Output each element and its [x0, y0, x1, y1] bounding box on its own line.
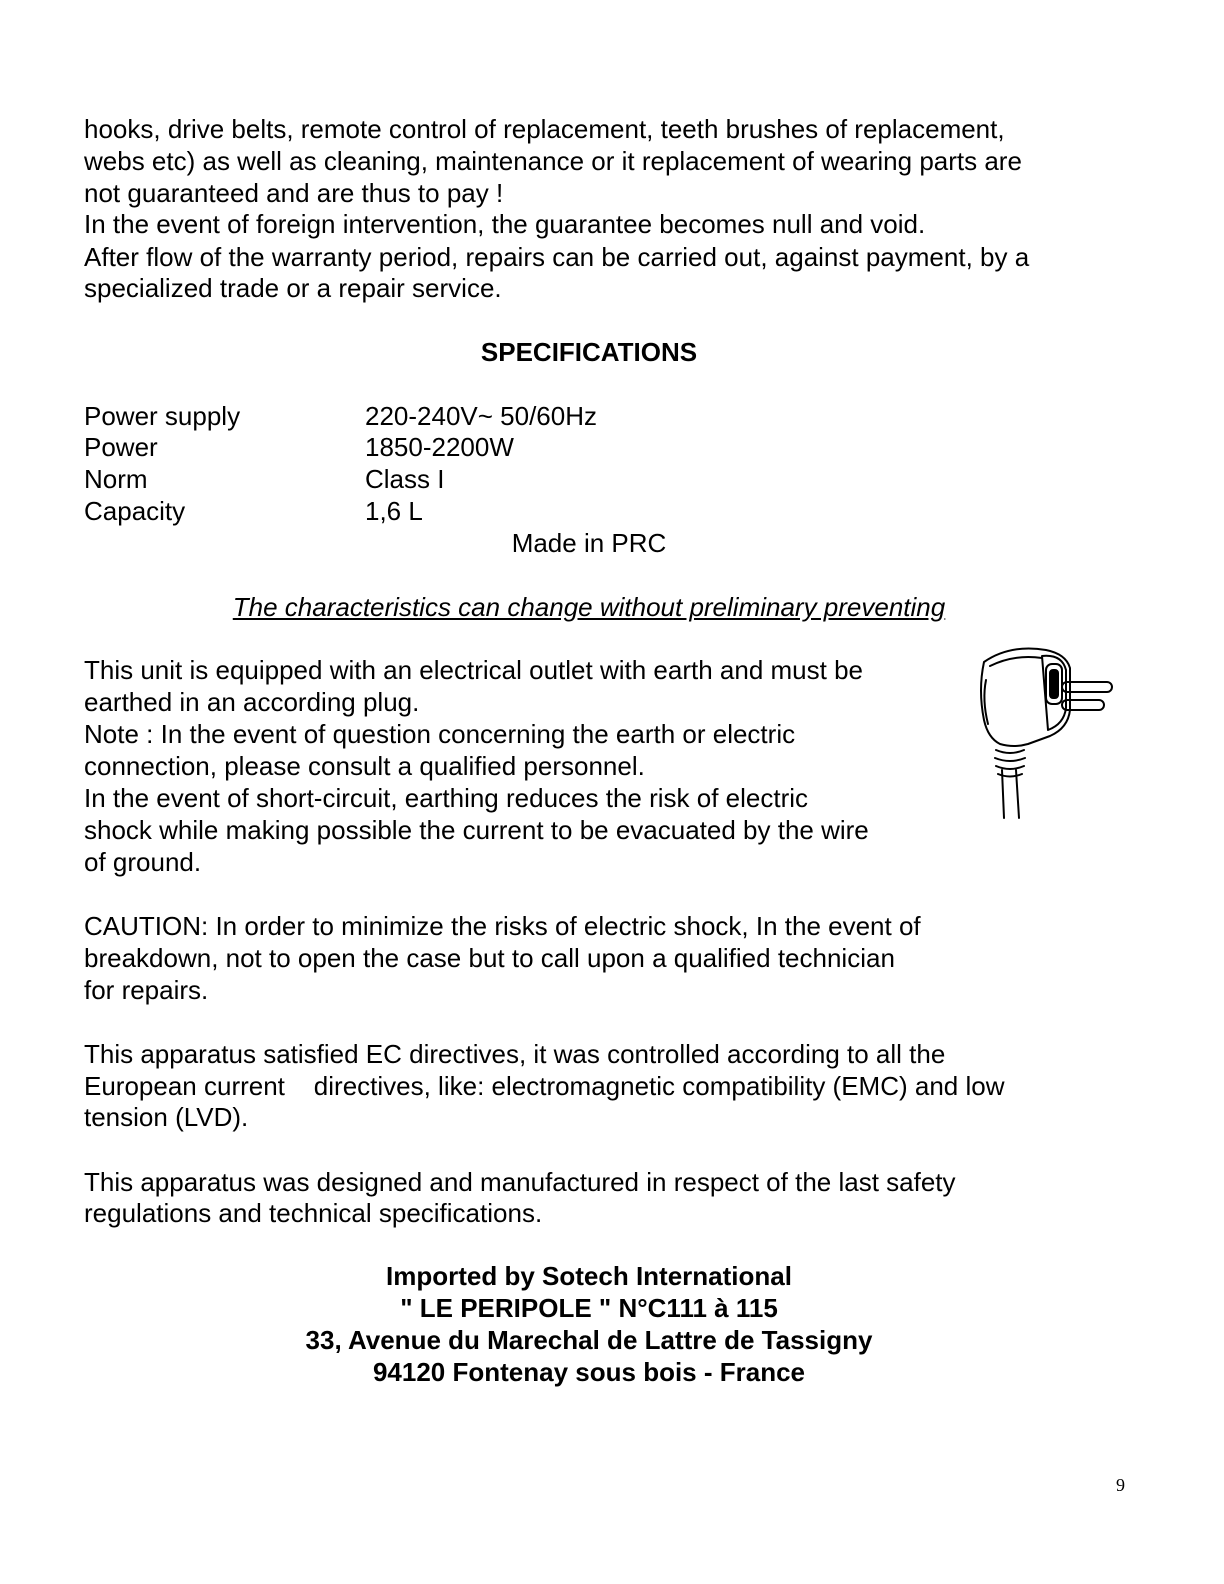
origin-text: Made in PRC	[511, 528, 667, 558]
ec-line: European current directives, like: electromagnetic compatibility (EMC) and low	[84, 1071, 1005, 1101]
importer-line: 94120 Fontenay sous bois - France	[372, 1357, 806, 1387]
warranty-line: not guaranteed and are thus to pay !	[84, 178, 504, 208]
caution-line: for repairs.	[84, 975, 209, 1005]
caution-line: breakdown, not to open the case but to call upon a qualified technician	[84, 943, 895, 973]
ec-line: tension (LVD).	[84, 1102, 249, 1132]
specifications-title: SPECIFICATIONS	[480, 337, 698, 367]
spec-value: 220-240V~ 50/60Hz	[365, 401, 598, 431]
spec-value: Class I	[365, 464, 445, 494]
warranty-line: hooks, drive belts, remote control of replacement, teeth brushes of replacement,	[84, 114, 1005, 144]
earth-line: Note : In the event of question concerning the earth or electric	[84, 719, 796, 749]
spec-value: 1,6 L	[365, 496, 423, 526]
importer-line: 33, Avenue du Marechal de Lattre de Tassigny	[305, 1325, 873, 1355]
earth-line: connection, please consult a qualified personnel.	[84, 751, 645, 781]
spec-label: Power supply	[84, 401, 241, 431]
characteristics-notice: The characteristics can change without preliminary preventing	[232, 592, 946, 622]
ec-line: This apparatus satisfied EC directives, it was controlled according to all the	[84, 1039, 946, 1069]
safety-line: This apparatus was designed and manufactured in respect of the last safety	[84, 1167, 956, 1197]
plug-icon	[970, 640, 1120, 830]
earth-line: earthed in an according plug.	[84, 687, 420, 717]
importer-line: Imported by Sotech International	[386, 1261, 792, 1291]
warranty-line: specialized trade or a repair service.	[84, 273, 502, 303]
earth-line: In the event of short-circuit, earthing reduces the risk of electric	[84, 783, 809, 813]
warranty-line: webs etc) as well as cleaning, maintenance or it replacement of wearing parts are	[84, 146, 1022, 176]
earth-line: This unit is equipped with an electrical outlet with earth and must be	[84, 655, 863, 685]
importer-line: " LE PERIPOLE " N°C111 à 115	[400, 1293, 778, 1323]
earth-line: shock while making possible the current to be evacuated by the wire	[84, 815, 869, 845]
caution-line: CAUTION: In order to minimize the risks of electric shock, In the event of	[84, 911, 921, 941]
spec-value: 1850-2200W	[365, 432, 514, 462]
safety-line: regulations and technical specifications.	[84, 1198, 543, 1228]
earth-line: of ground.	[84, 847, 202, 877]
warranty-line: In the event of foreign intervention, the guarantee becomes null and void.	[84, 209, 926, 239]
spec-label: Norm	[84, 464, 148, 494]
spec-label: Power	[84, 432, 158, 462]
page-number: 9	[1116, 1475, 1125, 1495]
spec-label: Capacity	[84, 496, 186, 526]
warranty-line: After flow of the warranty period, repairs can be carried out, against payment, by a	[84, 242, 1030, 272]
